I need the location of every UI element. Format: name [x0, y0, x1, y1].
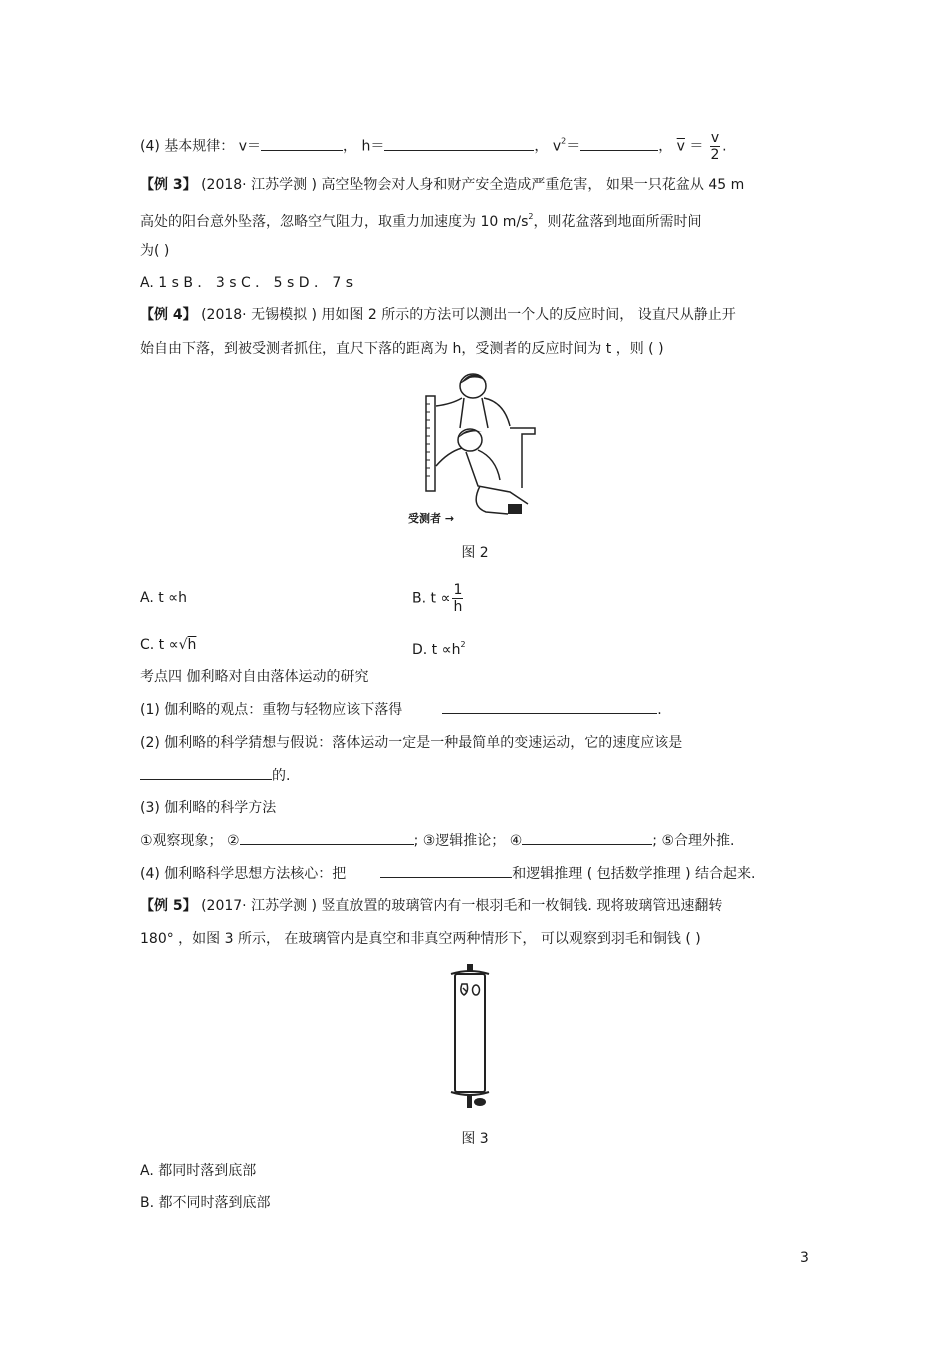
ex3-text-1: 高空坠物会对人身和财产安全造成严重危害， 如果一只花盆从 45 m — [321, 177, 745, 193]
kd4-p2: (2) 伽利略的科学猜想与假说：落体运动一定是一种最简单的变速运动，它的速度应该是 — [140, 735, 683, 751]
ex4-option-c: C. t ∝√h — [140, 637, 197, 653]
ex5-tag: 【例 5】 — [140, 898, 197, 914]
vbar-equals: ＝ — [689, 138, 704, 155]
kd4-p3: (3) 伽利略的科学方法 — [140, 800, 277, 816]
fraction-v-over-2: $\frac{v}{2}$ — [710, 130, 720, 163]
ex5-option-a: A. 都同时落到底部 — [140, 1163, 257, 1179]
ex3-line1 — [140, 175, 744, 195]
v2-symbol: v — [552, 138, 562, 155]
basic-law-label: (4) 基本规律： — [140, 138, 235, 155]
ex4-line1: 【例 4】 (2018· 无锡模拟 ) 用如图 2 所示的方法可以测出一个人的反应时间， 设直尺从静止开 — [140, 307, 736, 323]
section-title: 考点四 伽利略对自由落体运动的研究 — [140, 669, 369, 685]
kd4-p1: (1) 伽利略的观点：重物与轻物应该下落得 . — [140, 699, 662, 720]
blank-step2[interactable] — [240, 830, 414, 845]
subject-label: 受测者 → — [408, 512, 455, 525]
ex3-tag: 【例 3】 — [140, 177, 197, 193]
ex4-option-b: B. t ∝ $\frac{1}{h}$ — [412, 582, 463, 615]
kd4-p2b: 的. — [140, 765, 290, 786]
ex4-tag: 【例 4】 — [140, 307, 197, 323]
ex4-option-d: D. $t \propto h^2$ — [412, 640, 466, 658]
h-equals: h＝ — [361, 138, 385, 155]
blank-step4[interactable] — [522, 830, 652, 845]
ex5-source: (2017· 江苏学测 ) — [201, 898, 317, 914]
kd4-p3-steps: ①观察现象； ② ; ③逻辑推论； ④ ; ⑤合理外推. — [140, 830, 734, 851]
blank-v2[interactable] — [580, 136, 658, 151]
sqrt-symbol: √ — [178, 637, 188, 653]
blank-h[interactable] — [384, 136, 534, 151]
blank-v[interactable] — [261, 136, 343, 151]
basic-law-line: (4) 基本规律： v＝ ， h＝ ， $v^2=$ ， $\overline{v}$ ＝ $\frac{v}{2}$ . — [140, 130, 727, 163]
ex4-option-a: A. t ∝h — [140, 590, 188, 606]
ex3-source: (2018· 江苏学测 ) — [201, 177, 317, 193]
figure2-caption: 图 2 — [461, 545, 489, 561]
ex4-line2: 始自由下落，到被受测者抓住，直尺下落的距离为 h，受测者的反应时间为 t ，则 ( ) — [140, 341, 664, 357]
reaction-time-figure — [400, 368, 550, 528]
kd4-p4: (4) 伽利略科学思想方法核心：把 和逻辑推理 ( 包括数学推理 ) 结合起来. — [140, 863, 755, 884]
glass-tube-figure — [445, 962, 505, 1112]
fraction-1-over-h: $\frac{1}{h}$ — [453, 582, 463, 615]
v-equals: v＝ — [238, 138, 262, 155]
ex3-line3: 为( ) — [140, 243, 170, 259]
figure3-caption: 图 3 — [461, 1131, 489, 1147]
ex4-source: (2018· 无锡模拟 ) — [201, 307, 317, 323]
v2-superscript: 2 — [561, 136, 567, 146]
blank-velocity[interactable] — [140, 765, 272, 780]
tube — [455, 974, 485, 1092]
ex3-line2: 高处的阳台意外坠落，忽略空气阻力，取重力加速度为 10 $m/s^2$，则花盆落到地面所需时间 — [140, 212, 702, 230]
v2-equals: ＝ — [566, 138, 581, 155]
page-number: 3 — [800, 1250, 809, 1266]
ex5-option-b: B. 都不同时落到底部 — [140, 1195, 271, 1211]
ex5-line1: 【例 5】 (2017· 江苏学测 ) 竖直放置的玻璃管内有一根羽毛和一枚铜钱. 现将玻璃管迅速翻转 — [140, 898, 723, 914]
blank-core[interactable] — [380, 863, 512, 878]
blank-fall-speed[interactable] — [442, 699, 657, 714]
ex3-options: A. 1 s B ． 3 s C ． 5 s D ． 7 s — [140, 275, 354, 291]
v-bar: $\overline{v}$ — [676, 138, 685, 155]
ex5-line2: 180° ，如图 3 所示， 在玻璃管内是真空和非真空两种情形下， 可以观察到羽毛和铜钱 ( ) — [140, 931, 701, 947]
